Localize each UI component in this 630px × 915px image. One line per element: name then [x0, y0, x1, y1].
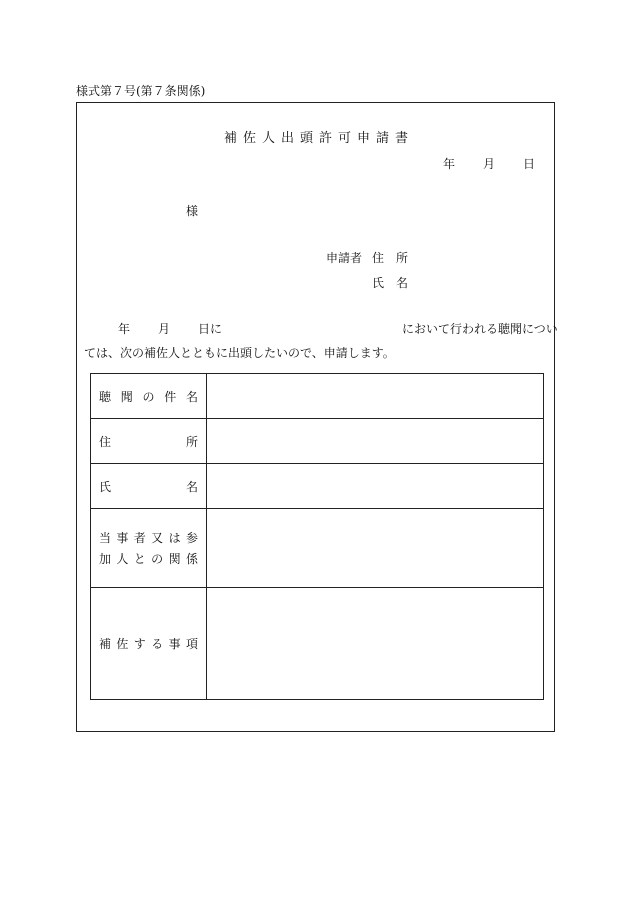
- label-char: 加: [99, 552, 112, 566]
- label-char: 補: [99, 637, 112, 651]
- applicant-name-label: 氏 名: [372, 276, 409, 290]
- label-char: 当: [99, 531, 112, 545]
- label-char: 佐: [116, 637, 129, 651]
- applicant-label: 申請者: [326, 251, 363, 265]
- date-day-label: 日: [522, 157, 535, 171]
- document-title: 補佐人出頭許可申請書: [223, 131, 414, 146]
- label-char: は: [168, 531, 181, 545]
- table-row: [91, 374, 544, 419]
- label-char: 関: [168, 552, 181, 566]
- label-char: 名: [185, 389, 198, 404]
- label-char: 名: [185, 479, 198, 494]
- label-char: る: [151, 637, 164, 651]
- label-char: 参: [185, 531, 198, 545]
- label-char: 聴: [99, 389, 112, 404]
- table-row: [91, 509, 544, 588]
- date-month-label: 月: [482, 157, 495, 171]
- assistant-info-table: [90, 373, 544, 700]
- applicant-address-line: [326, 252, 408, 264]
- table-row: [91, 419, 544, 464]
- label-spread: [91, 478, 206, 495]
- label-char: 件: [164, 389, 177, 404]
- label-spread: [91, 635, 206, 652]
- label-char: 者: [133, 531, 146, 545]
- relationship-field[interactable]: [207, 509, 544, 588]
- application-date: [443, 158, 535, 170]
- label-char: の: [151, 552, 164, 566]
- label-spread: [91, 550, 206, 567]
- label-char: 人: [116, 552, 129, 566]
- para-tail: において行われる聴聞につい: [402, 322, 558, 336]
- row-label-name: [91, 464, 207, 509]
- date-year-label: 年: [442, 157, 455, 171]
- para-year: 年: [118, 322, 131, 336]
- assist-matters-field[interactable]: [207, 588, 544, 700]
- applicant-name-line: [372, 277, 408, 289]
- table-row: [91, 588, 544, 700]
- form-number-label: 様式第７号(第７条関係): [76, 84, 206, 98]
- label-spread: [91, 388, 206, 405]
- label-spread: [91, 433, 206, 450]
- applicant-address-label: 住 所: [372, 251, 409, 265]
- label-char: 係: [185, 552, 198, 566]
- para-month: 月: [158, 322, 171, 336]
- para-day: 日に: [198, 322, 223, 336]
- assistant-name-field[interactable]: [207, 464, 544, 509]
- label-char: す: [133, 637, 146, 651]
- row-label-relationship: [91, 509, 207, 588]
- body-paragraph-line1: [84, 322, 558, 336]
- addressee-suffix: 様: [186, 204, 199, 218]
- table-row: [91, 464, 544, 509]
- label-char: 又: [151, 531, 164, 545]
- label-char: 項: [185, 637, 198, 651]
- label-char: 聞: [120, 389, 133, 404]
- label-char: 所: [185, 434, 198, 449]
- body-paragraph-line2: ては、次の補佐人とともに出頭したいので、申請します。: [84, 346, 395, 360]
- label-spread: [91, 529, 206, 546]
- assistant-address-field[interactable]: [207, 419, 544, 464]
- label-char: 氏: [99, 479, 112, 494]
- row-label-address: [91, 419, 207, 464]
- label-char: と: [133, 552, 146, 566]
- label-char: 事: [116, 531, 129, 545]
- label-char: の: [142, 389, 155, 404]
- row-label-hearing-subject: [91, 374, 207, 419]
- hearing-subject-field[interactable]: [207, 374, 544, 419]
- label-char: 住: [99, 434, 112, 449]
- label-char: 事: [168, 637, 181, 651]
- row-label-assist-matters: [91, 588, 207, 700]
